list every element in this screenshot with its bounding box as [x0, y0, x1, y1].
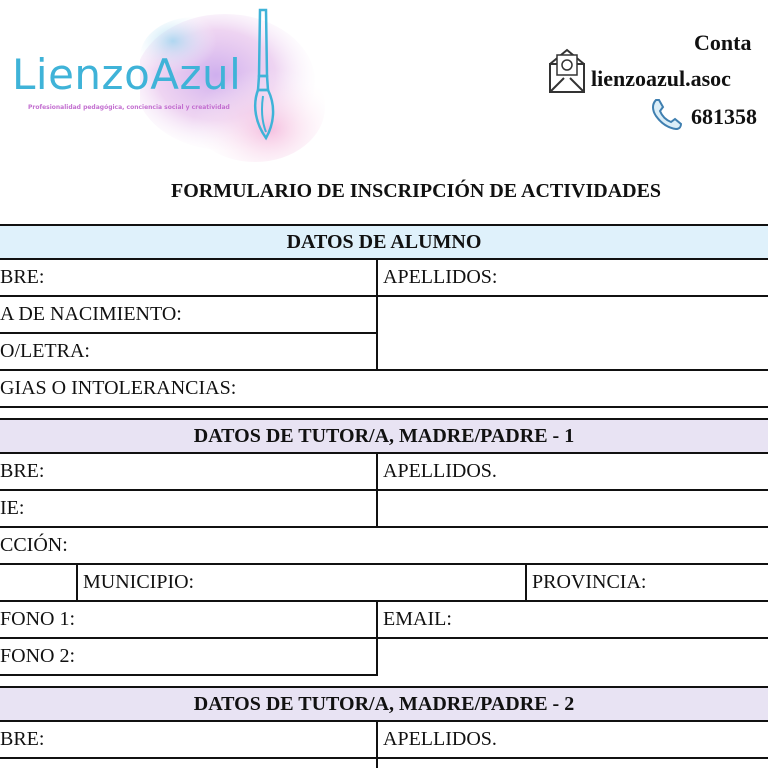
- phone-icon: [650, 96, 684, 132]
- tutor1-phone2-field[interactable]: FONO 2:: [0, 645, 76, 667]
- tutor1-municipality-field[interactable]: MUNICIPIO:: [83, 571, 195, 593]
- table-row: [0, 639, 378, 676]
- tutor1-email-field[interactable]: EMAIL:: [383, 608, 452, 630]
- form-title: FORMULARIO DE INSCRIPCIÓN DE ACTIVIDADES: [171, 180, 662, 202]
- table-row: [0, 528, 768, 565]
- student-birthdate-field[interactable]: A DE NACIMIENTO:: [0, 303, 182, 325]
- table-row: [0, 565, 768, 602]
- tutor1-dni-field[interactable]: IE:: [0, 497, 25, 519]
- section-header-tutor-1: DATOS DE TUTOR/A, MADRE/PADRE - 1: [0, 418, 768, 454]
- tutor1-surname-field[interactable]: APELLIDOS.: [383, 460, 497, 482]
- table-row: [0, 759, 768, 768]
- section-header-tutor-2: DATOS DE TUTOR/A, MADRE/PADRE - 2: [0, 686, 768, 722]
- table-row: [0, 260, 768, 297]
- logo-name: LienzoAzul: [12, 50, 242, 99]
- tutor1-address-field[interactable]: CCIÓN:: [0, 534, 68, 556]
- tutor1-province-field[interactable]: PROVINCIA:: [532, 571, 647, 593]
- table-row: [0, 334, 768, 371]
- tutor2-name-field[interactable]: BRE:: [0, 728, 45, 750]
- table-row: [0, 297, 378, 334]
- student-name-field[interactable]: BRE:: [0, 266, 45, 288]
- table-row: [0, 491, 768, 528]
- contact-title: Conta: [694, 30, 752, 55]
- table-row: [0, 454, 768, 491]
- tutor1-name-field[interactable]: BRE:: [0, 460, 45, 482]
- section-header-student: DATOS DE ALUMNO: [0, 224, 768, 260]
- mail-icon: [548, 46, 586, 94]
- student-surname-field[interactable]: APELLIDOS:: [383, 266, 498, 288]
- contact-phone[interactable]: 681358: [691, 104, 757, 129]
- student-allergies-field[interactable]: GIAS O INTOLERANCIAS:: [0, 377, 237, 399]
- table-row: [0, 722, 768, 759]
- paintbrush-icon: [252, 6, 292, 146]
- logo-tagline: Profesionalidad pedagógica, conciencia social y creatividad: [28, 104, 230, 111]
- tutor2-surname-field[interactable]: APELLIDOS.: [383, 728, 497, 750]
- student-course-field[interactable]: O/LETRA:: [0, 340, 90, 362]
- table-row: [0, 371, 768, 408]
- contact-email[interactable]: lienzoazul.asoc: [591, 66, 731, 91]
- tutor1-phone1-field[interactable]: FONO 1:: [0, 608, 76, 630]
- table-row: [0, 602, 768, 639]
